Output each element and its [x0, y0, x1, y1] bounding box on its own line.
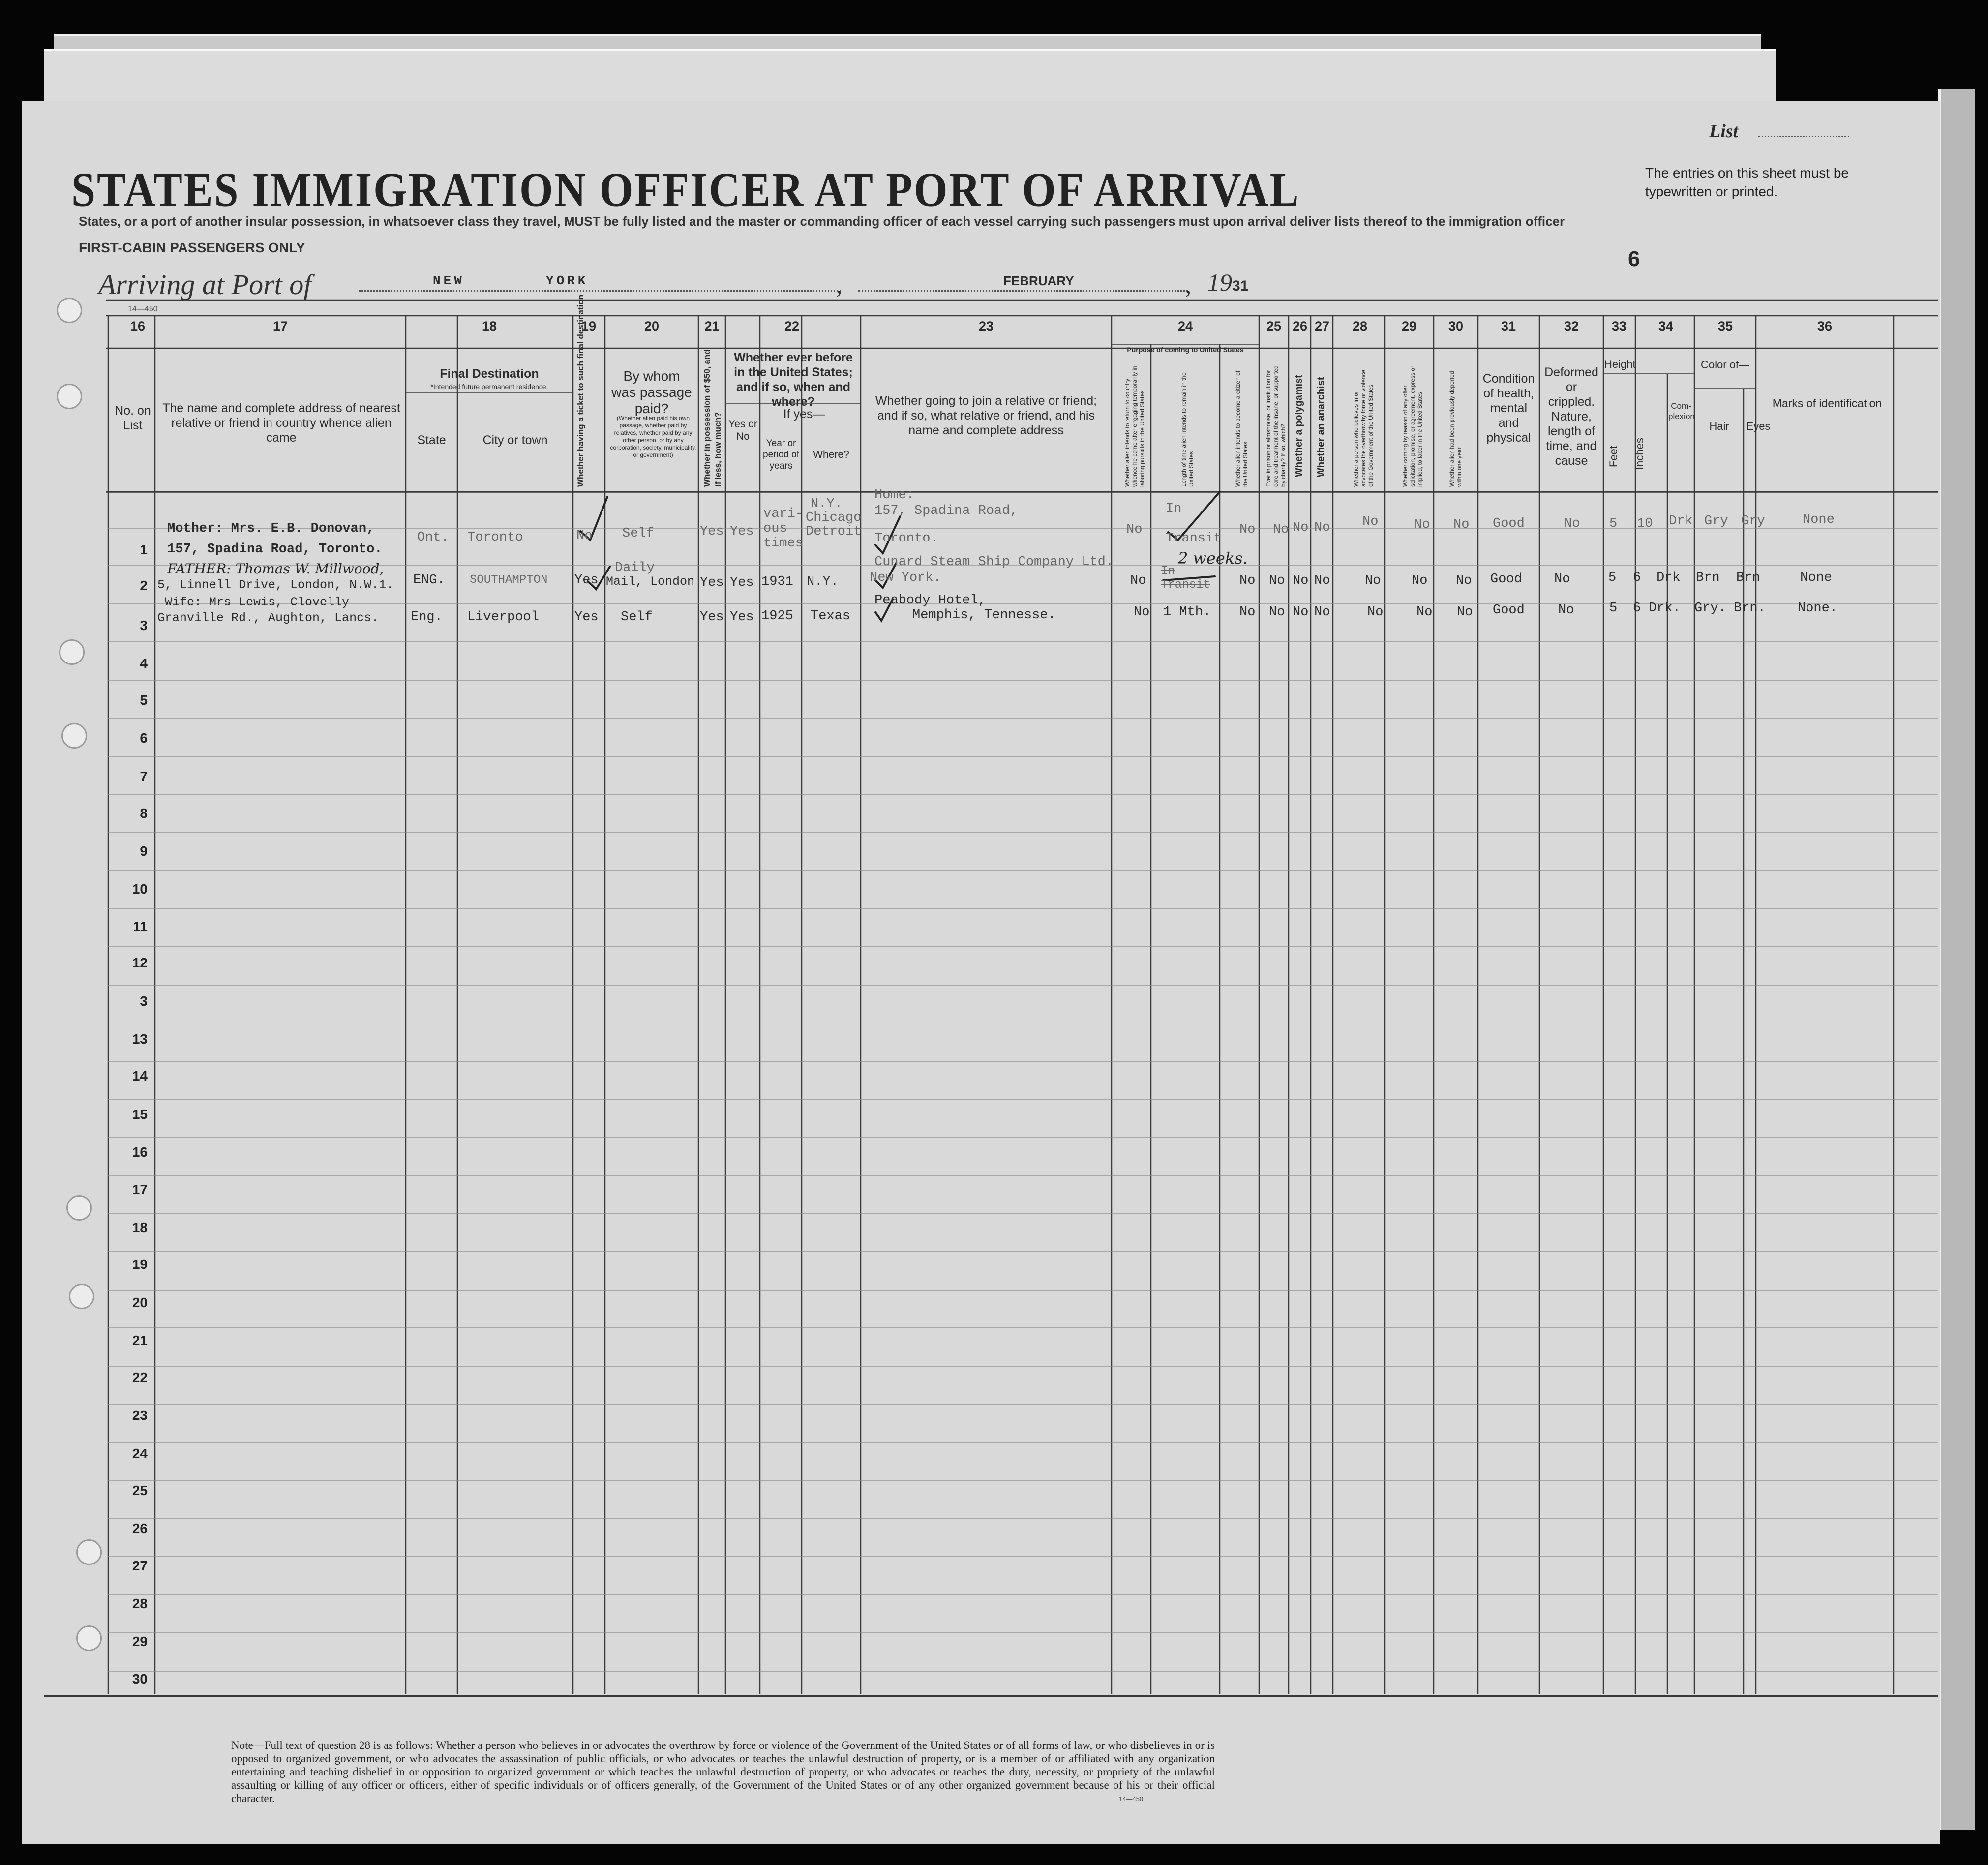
- header-where: Where?: [813, 449, 849, 460]
- row3-health: Good: [1493, 603, 1525, 618]
- col-number-18: 18: [482, 319, 497, 333]
- row-number: 8: [140, 806, 148, 821]
- header-ever-before: Whether ever before in the United States; and if so, when and where?: [734, 351, 853, 409]
- row1-relative-line2: 157, Spadina Road, Toronto.: [167, 542, 383, 557]
- row2-marks: None: [1800, 571, 1832, 585]
- col-number-19: 19: [581, 319, 597, 333]
- row-number: 25: [132, 1483, 148, 1498]
- header-ticket: Whether having a ticket to such final destination: [576, 294, 585, 487]
- col-number-35: 35: [1717, 319, 1733, 333]
- header-state: State: [417, 433, 446, 447]
- row1-where-line1: N.Y.: [811, 497, 843, 511]
- header-possession-50: Whether in possession of $50, and if less, how much?: [702, 349, 723, 487]
- row1-return: No: [1126, 522, 1143, 537]
- row3-col30: No: [1457, 605, 1473, 620]
- arriving-label: Arriving at Port of: [98, 269, 312, 301]
- col-number-21: 21: [704, 319, 720, 333]
- row2-join-line2: New York.: [870, 571, 941, 585]
- row2-join-line1: Cunard Steam Ship Company Ltd.: [874, 555, 1114, 570]
- row3-marks: None.: [1798, 601, 1838, 616]
- row-number: 20: [132, 1295, 148, 1310]
- row-number: 23: [132, 1408, 148, 1423]
- header-height: Height: [1604, 358, 1636, 370]
- row2-feet: 5: [1608, 571, 1617, 585]
- row2-ever-before: Yes: [730, 575, 754, 590]
- row-number: 3: [140, 993, 148, 1009]
- row-number: 29: [132, 1634, 148, 1649]
- row-number: 24: [132, 1446, 148, 1461]
- col-number-22: 22: [784, 319, 800, 333]
- row1-col30: No: [1453, 517, 1470, 532]
- row2-relative-line2: 5, Linnell Drive, London, N.W.1.: [157, 578, 394, 592]
- row1-relative-line1: Mother: Mrs. E.B. Donovan,: [167, 521, 375, 536]
- row3-year: 1925: [761, 609, 793, 624]
- header-purpose-citizen: Whether alien intends to become a citizen of the United States: [1235, 370, 1249, 487]
- row3-deformed: No: [1558, 603, 1574, 618]
- form-code: 14—450: [128, 305, 158, 313]
- row-number: 10: [132, 881, 148, 897]
- typewritten-note: The entries on this sheet must be typewritten or printed.: [1645, 165, 1849, 199]
- header-feet: Feet: [1607, 445, 1620, 467]
- row1-stay-line2: Transit: [1166, 531, 1222, 546]
- row-number: 19: [132, 1257, 148, 1272]
- row1-join-line1: Home:: [874, 488, 915, 503]
- col-number-31: 31: [1501, 319, 1516, 333]
- header-inches: Inches: [1633, 438, 1646, 470]
- row2-inches: 6: [1633, 571, 1641, 585]
- header-final-destination-note: *Intended future permanent residence.: [430, 383, 548, 391]
- row3-eyes: Brn.: [1734, 601, 1766, 616]
- row2-has-50: Yes: [700, 575, 724, 590]
- row1-city: Toronto: [467, 530, 523, 545]
- row-number: 4: [140, 656, 148, 671]
- row3-col28: No: [1367, 605, 1384, 620]
- row2-return: No: [1130, 573, 1146, 588]
- col-number-29: 29: [1401, 319, 1417, 333]
- row-number: 28: [132, 1596, 148, 1611]
- row-number: 9: [140, 843, 148, 859]
- header-col-29: Whether coming by reason of any offer, solicitation, promise, or agreement, express or implied, to labor in the United States: [1402, 365, 1423, 487]
- header-marks: Marks of identification: [1772, 397, 1882, 410]
- row1-feet: 5: [1609, 516, 1618, 531]
- row1-col25: No: [1273, 522, 1289, 537]
- header-complexion: Com-plexion: [1668, 401, 1695, 421]
- header-hair: Hair: [1709, 420, 1729, 432]
- col-number-30: 30: [1448, 319, 1464, 333]
- row2-col29: No: [1412, 573, 1428, 588]
- row1-col27: No: [1314, 520, 1330, 535]
- row1-join-line3: Toronto.: [874, 531, 938, 546]
- col-number-26: 26: [1292, 319, 1308, 333]
- row2-stay-hand: 2 weeks.: [1178, 549, 1248, 568]
- row-number: 6: [140, 730, 148, 746]
- row1-hair: Gry: [1704, 514, 1728, 529]
- row1-paid-by: Self: [622, 526, 654, 541]
- row2-city: SOUTHAMPTON: [470, 573, 548, 587]
- row-number: 30: [132, 1671, 148, 1686]
- first-cabin-label: FIRST-CABIN PASSENGERS ONLY: [79, 240, 305, 255]
- row1-ticket: No: [576, 529, 593, 543]
- header-col-25: Ever in prison or almshouse, or institution for care and treatment of the insane, or supported by charity? If so, which?: [1265, 365, 1287, 487]
- row-number: 17: [132, 1182, 148, 1197]
- col-number-27: 27: [1314, 319, 1330, 333]
- row3-return: No: [1134, 605, 1150, 620]
- row3-join-line1: Peabody Hotel,: [874, 593, 986, 608]
- header-eyes: Eyes: [1746, 420, 1771, 432]
- row1-col28: No: [1362, 514, 1379, 529]
- row2-hair: Brn: [1696, 571, 1720, 585]
- header-join-relative: Whether going to join a relative or friend; and if so, what relative or friend, and his name and complete address: [875, 394, 1097, 437]
- row1-inches: 10: [1637, 516, 1653, 531]
- row3-inches: 6: [1633, 601, 1641, 616]
- col-number-28: 28: [1352, 319, 1368, 333]
- row-number: 3: [140, 618, 148, 633]
- header-final-destination: Final Destination: [440, 367, 539, 381]
- port-name-part1: NEW: [433, 273, 465, 288]
- row1-years-line3: times: [763, 536, 804, 551]
- col-number-33: 33: [1611, 319, 1627, 333]
- row2-year: 1931: [761, 574, 793, 589]
- row2-paid-line2: Mail, London: [606, 574, 695, 589]
- header-nearest-relative: The name and complete address of nearest relative or friend in country whence alien came: [162, 401, 400, 445]
- row-number: 11: [133, 919, 148, 934]
- row2-eyes: Brn: [1736, 571, 1760, 585]
- row1-join-line2: 157, Spadina Road,: [874, 504, 1018, 518]
- header-if-yes: If yes—: [783, 407, 825, 421]
- col-number-23: 23: [978, 319, 994, 333]
- header-col-28: Whether a person who believes in or advocates the overthrow by force or violence of the Government of the United States: [1353, 369, 1374, 487]
- row2-state: ENG.: [413, 573, 445, 588]
- row3-complexion: Drk.: [1649, 601, 1681, 616]
- row3-relative-line2: Granville Rd., Aughton, Lancs.: [157, 611, 379, 625]
- header-city: City or town: [482, 433, 548, 447]
- row2-citizen: No: [1239, 573, 1256, 588]
- row1-stay-line1: In: [1166, 502, 1182, 516]
- row-number: 16: [132, 1144, 148, 1160]
- row1-where-line2: Chicago: [806, 511, 862, 525]
- row-number: 15: [132, 1107, 148, 1122]
- separator-comma: ,: [1185, 272, 1191, 299]
- row3-ticket: Yes: [574, 610, 599, 625]
- row3-hair: Gry.: [1694, 601, 1726, 616]
- row1-citizen: No: [1239, 522, 1256, 537]
- list-label: List: [1709, 121, 1739, 142]
- arrival-month: FEBRUARY: [1003, 273, 1074, 288]
- row-number: 21: [132, 1333, 148, 1348]
- row-number: 22: [132, 1370, 148, 1385]
- row1-years-line1: vari-: [763, 507, 804, 521]
- header-yes-or-no: Yes or No: [728, 419, 757, 442]
- row1-years-line2: ous: [763, 521, 787, 536]
- col-number-34: 34: [1658, 319, 1674, 333]
- footer-note: Note—Full text of question 28 is as follows: Whether a person who believes in or advocates the overthrow by force or violence of the Government of the United States or of all forms of law, or who disbelieves in or is opposed to organized government, or who advocates the assassination of public officials, or who advocates or teaches the unlawful destruction of property, or is a member of or affiliated with any organization entertaining and teaching disbelief in or opposition to organized government or which teaches the unlawful destruction of property, or who advocates or teaches the duty, necessity, or propriety of the unlawful assaulting or killing of any officer or officers, either of specific individuals or of officers generally, of the Government of the United States or of any other organized government because of his or their official character.: [231, 1739, 1215, 1805]
- row1-col29: No: [1414, 517, 1430, 532]
- row1-state: Ont.: [417, 530, 449, 545]
- row2-col26: No: [1293, 573, 1309, 588]
- row3-feet: 5: [1609, 601, 1618, 616]
- row1-where-line3: Detroit: [806, 524, 862, 539]
- header-anarchist: Whether an anarchist: [1316, 377, 1326, 477]
- row1-complexion: Drk: [1669, 514, 1693, 529]
- col-number-20: 20: [644, 319, 660, 333]
- row1-deformed: No: [1564, 516, 1580, 531]
- header-no-on-list: No. on List: [115, 404, 151, 432]
- row1-ever-before: Yes: [730, 524, 754, 539]
- footer-form-code: 14—450: [1119, 1795, 1144, 1803]
- header-passage-paid: By whom was passage paid?: [611, 368, 692, 416]
- row3-paid-by: Self: [621, 610, 653, 625]
- year-prefix: 19: [1207, 269, 1232, 296]
- header-col-30: Whether alien had been previously deported within one year: [1448, 371, 1463, 487]
- row2-col25: No: [1269, 573, 1285, 588]
- col-number-32: 32: [1564, 319, 1579, 333]
- row1-health: Good: [1493, 516, 1525, 531]
- row-number: 1: [140, 542, 148, 557]
- row2-col30: No: [1456, 573, 1472, 588]
- row2-health: Good: [1490, 572, 1522, 587]
- row1-col26: No: [1293, 520, 1309, 535]
- row-number: 7: [140, 769, 148, 784]
- row-number: 27: [132, 1558, 148, 1573]
- row3-relative-line1: Wife: Mrs Lewis, Clovelly: [165, 595, 350, 609]
- row1-eyes: Gry: [1741, 514, 1765, 529]
- row-number: 14: [132, 1068, 148, 1083]
- sheet-number: 6: [1628, 247, 1640, 271]
- row1-marks: None: [1803, 512, 1835, 527]
- row3-col26: No: [1293, 605, 1309, 620]
- page-title: STATES IMMIGRATION OFFICER AT PORT OF ARRIVAL: [71, 163, 1300, 217]
- row-number: 18: [132, 1220, 148, 1235]
- header-health: Condition of health, mental and physical: [1482, 372, 1535, 445]
- row2-paid-line1: Daily: [615, 561, 655, 575]
- header-purpose-return: Whether alien intends to return to country whence he came after engaging temporarily in laboring pursuits in the United States: [1124, 365, 1145, 487]
- row2-relative-line1: FATHER: Thomas W. Millwood,: [167, 561, 384, 577]
- row3-where: Texas: [811, 609, 851, 624]
- row2-where: N.Y.: [807, 574, 839, 589]
- separator-comma: ,: [836, 272, 842, 299]
- row2-complexion: Drk: [1657, 571, 1681, 585]
- row2-ticket: Yes: [574, 573, 599, 588]
- row3-stay: 1 Mth.: [1163, 605, 1211, 620]
- row3-col27: No: [1314, 605, 1330, 620]
- row3-ever-before: Yes: [730, 610, 754, 625]
- header-passage-paid-note: (Whether alien paid his own passage, whether paid by relatives, whether paid by any other person, or by any corporation, society, municipality, or government): [610, 415, 696, 458]
- row2-col27: No: [1314, 573, 1330, 588]
- col-number-24: 24: [1177, 319, 1193, 333]
- row3-col25: No: [1269, 605, 1285, 620]
- row3-citizen: No: [1239, 605, 1256, 620]
- col-number-36: 36: [1817, 319, 1833, 333]
- row3-join-line2: Memphis, Tennesse.: [912, 608, 1056, 623]
- header-color-of: Color of—: [1700, 359, 1750, 371]
- header-polygamist: Whether a polygamist: [1294, 375, 1304, 477]
- header-deformed: Deformed or crippled. Nature, length of time, and cause: [1544, 365, 1598, 468]
- row3-city: Liverpool: [467, 610, 539, 625]
- instruction-line: States, or a port of another insular possession, in whatsoever class they travel, MUST be fully listed and the master or commanding officer of each vessel carrying such passengers must upon arrival deliver lists thereof to the immigration officer: [79, 214, 1565, 229]
- row3-col29: No: [1416, 605, 1433, 620]
- col-number-25: 25: [1266, 319, 1282, 333]
- row2-stay: In Transit: [1161, 565, 1210, 592]
- row1-has-50: Yes: [700, 524, 724, 539]
- col-number-17: 17: [272, 319, 288, 333]
- col-number-16: 16: [130, 319, 146, 333]
- row3-state: Eng.: [411, 610, 443, 625]
- header-purpose: Purpose of coming to United States: [1127, 346, 1244, 354]
- year-suffix: 31: [1232, 278, 1249, 294]
- row-number: 13: [132, 1031, 148, 1047]
- row2-deformed: No: [1554, 572, 1570, 587]
- header-year-period: Year or period of years: [763, 438, 799, 471]
- row3-has-50: Yes: [700, 610, 724, 625]
- row2-col28: No: [1365, 573, 1381, 588]
- row-number: 26: [132, 1521, 148, 1536]
- row-number: 12: [132, 955, 148, 970]
- row-number: 5: [140, 692, 148, 708]
- header-purpose-length: Length of time alien intends to remain in the United States: [1180, 372, 1195, 487]
- row-number: 2: [140, 578, 148, 593]
- port-name-part2: YORK: [546, 273, 589, 288]
